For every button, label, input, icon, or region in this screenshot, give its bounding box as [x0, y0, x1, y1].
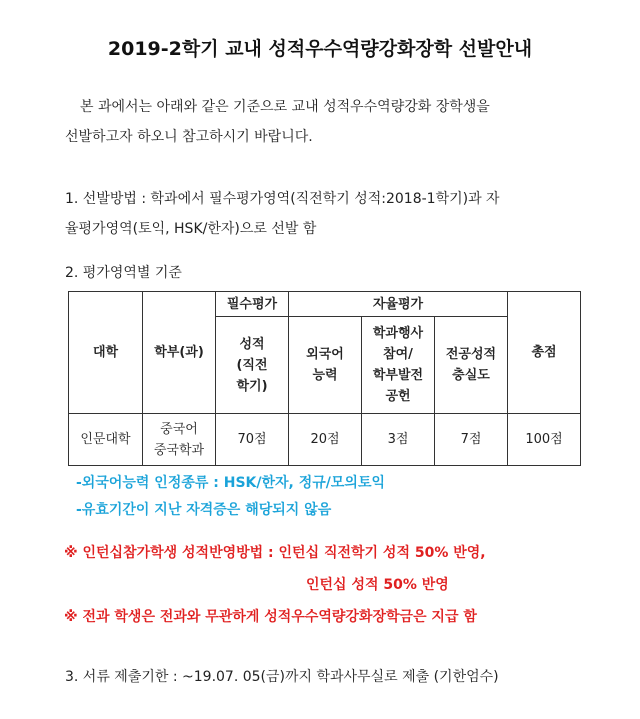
cell-college: 인문대학	[69, 414, 143, 466]
cell-dept: 중국어 중국학과	[143, 414, 216, 466]
note-internship-1: ※ 인턴십참가학생 성적반영방법 : 인턴십 직전학기 성적 50% 반영,	[64, 545, 486, 561]
header-major: 전공성적 충실도	[435, 317, 508, 414]
criteria-table	[68, 291, 581, 466]
cell-language: 20점	[289, 414, 362, 466]
section1-line-2: 율평가영역(토익, HSK/한자)으로 선발 함	[65, 221, 317, 237]
note-expired: -유효기간이 지난 자격증은 해당되지 않음	[76, 502, 332, 518]
page-title: 2019-2학기 교내 성적우수역량강화장학 선발안내	[107, 38, 533, 60]
cell-grade: 70점	[216, 414, 289, 466]
header-event: 학과행사 참여/ 학부발전 공헌	[362, 317, 435, 414]
header-grade: 성적 (직전 학기)	[216, 317, 289, 414]
cell-major: 7점	[435, 414, 508, 466]
note-language: -외국어능력 인정종류 : HSK/한자, 정규/모의토익	[76, 475, 386, 491]
intro-line-1: 본 과에서는 아래와 같은 기준으로 교내 성적우수역량강화 장학생을	[80, 99, 490, 115]
intro-line-2: 선발하고자 하오니 참고하시기 바랍니다.	[65, 129, 313, 145]
section2-heading: 2. 평가영역별 기준	[65, 265, 182, 281]
table-row	[69, 414, 581, 466]
section1-line-1: 1. 선발방법 : 학과에서 필수평가영역(직전학기 성적:2018-1학기)과 자	[65, 191, 500, 207]
header-required: 필수평가	[216, 292, 289, 317]
note-internship-2: 인턴십 성적 50% 반영	[306, 577, 449, 593]
header-elective: 자율평가	[289, 292, 508, 317]
cell-total: 100점	[508, 414, 581, 466]
note-transfer: ※ 전과 학생은 전과와 무관하게 성적우수역량강화장학금은 지급 함	[64, 609, 477, 625]
header-total: 총점	[508, 292, 581, 414]
header-dept: 학부(과)	[143, 292, 216, 414]
header-college: 대학	[69, 292, 143, 414]
cell-event: 3점	[362, 414, 435, 466]
header-language: 외국어 능력	[289, 317, 362, 414]
section3-deadline: 3. 서류 제출기한 : ~19.07. 05(금)까지 학과사무실로 제출 (기한엄수)	[65, 669, 499, 685]
